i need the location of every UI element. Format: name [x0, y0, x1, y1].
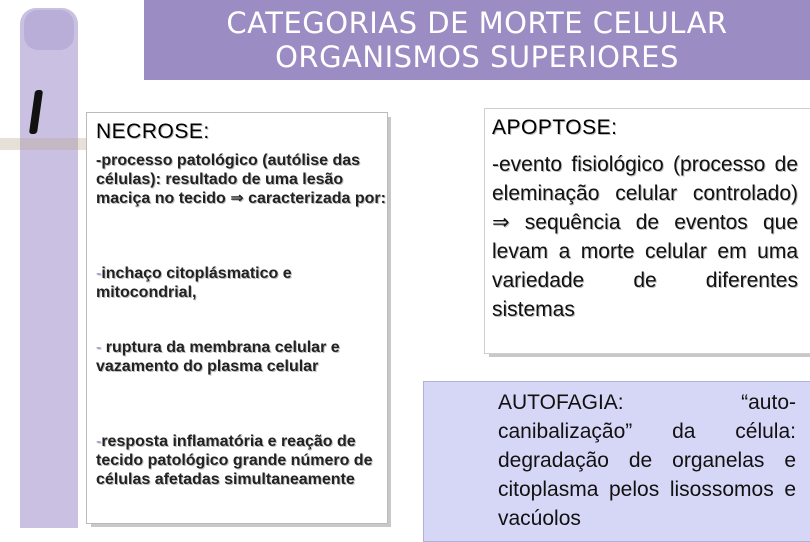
necrose-paragraph-2-text: inchaço citoplásmatico e mitocondrial,: [96, 265, 292, 301]
necrose-heading: NECROSE:: [96, 120, 210, 143]
necrose-paragraph-4-text: resposta inflamatória e reação de tecido patológico grande número de células afetadas simultaneamente: [96, 433, 373, 488]
title-banner: [144, 0, 810, 80]
decorative-left-strip: [20, 8, 78, 528]
necrose-paragraph-4: [96, 432, 386, 489]
necrose-paragraph-1: -processo patológico (autólise das células): resultado de uma lesão maciça no tecido ⇒ caracterizada por:: [96, 152, 386, 207]
bullet-dash: -: [96, 339, 102, 356]
apoptose-heading: APOPTOSE:: [492, 116, 618, 139]
title-line-2: ORGANISMOS SUPERIORES: [275, 40, 679, 74]
apoptose-paragraph: -evento fisiológico (processo de eleminação celular controlado) ⇒ sequência de eventos que levam a morte celular em uma variedade de diferentes sistemas: [492, 153, 798, 321]
autofagia-paragraph: AUTOFAGIA: “auto-canibalização” da célula: degradação de organelas e citoplasma pelos lisossomos e vacúolos: [498, 391, 796, 530]
bullet-dash: -: [96, 265, 102, 282]
title-line-1: CATEGORIAS DE MORTE CELULAR: [226, 6, 728, 40]
necrose-paragraph-3-text: ruptura da membrana celular e vazamento do plasma celular: [96, 339, 340, 375]
necrose-paragraph-3: [96, 338, 386, 376]
necrose-paragraph-2: [96, 264, 386, 302]
bullet-dash: -: [96, 433, 102, 450]
decorative-strip-top: [24, 10, 74, 50]
